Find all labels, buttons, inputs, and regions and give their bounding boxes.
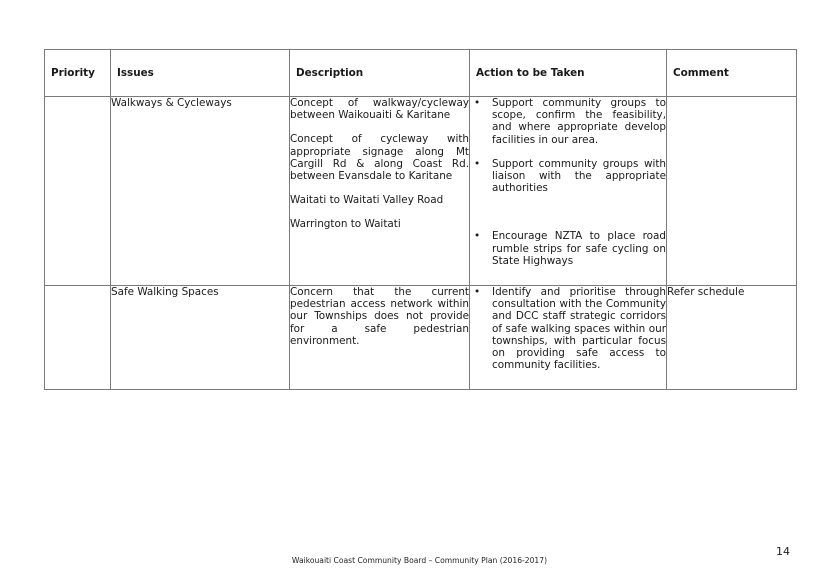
bullet-icon: • <box>474 157 481 170</box>
header-priority: Priority <box>45 50 111 97</box>
action-item <box>470 97 666 146</box>
action-text: Support community groups to scope, confirm the feasibility, and where appropriate develop facilities in our area. <box>492 97 666 146</box>
bullet-icon: • <box>474 97 481 109</box>
action-item <box>470 158 666 195</box>
description-paragraph: Concept of walkway/cycleway between Waikouaiti & Karitane <box>290 97 469 122</box>
action-item <box>470 230 666 267</box>
action-text: Encourage NZTA to place road rumble strips for safe cycling on State Highways <box>492 230 666 267</box>
description-paragraph: Concern that the current pedestrian access network within our Townships does not provide for a safe pedestrian environment. <box>290 286 469 347</box>
action-item <box>470 286 666 371</box>
action-list <box>470 286 666 371</box>
action-text: Support community groups with liaison with the appropriate authorities <box>492 157 666 195</box>
issue-cell: Safe Walking Spaces <box>111 286 290 390</box>
bullet-icon: • <box>474 286 481 298</box>
action-cell <box>470 286 667 390</box>
issue-cell: Walkways & Cycleways <box>111 97 290 286</box>
description-cell <box>290 97 470 286</box>
description-paragraph: Warrington to Waitati <box>290 218 401 231</box>
header-description: Description <box>290 50 470 97</box>
page-number: 14 <box>776 545 790 558</box>
comment-cell <box>667 97 797 286</box>
description-cell <box>290 286 470 390</box>
header-comment: Comment <box>667 50 797 97</box>
header-issues: Issues <box>111 50 290 97</box>
action-list <box>470 97 666 267</box>
page-footer: Waikouaiti Coast Community Board – Community Plan (2016-2017) <box>291 556 548 565</box>
action-cell <box>470 97 667 286</box>
comment-cell: Refer schedule <box>667 286 797 390</box>
bullet-icon: • <box>474 230 481 243</box>
community-plan-table <box>44 49 797 390</box>
table-header-row <box>45 50 797 97</box>
description-paragraph: Waitati to Waitati Valley Road <box>290 194 444 207</box>
priority-cell <box>45 286 111 390</box>
action-text: Identify and prioritise through consultation with the Community and DCC staff strategic corridors of safe walking spaces within our townships, with particular focus on providing safe access to community facilities. <box>492 286 666 372</box>
table-row <box>45 97 797 286</box>
description-paragraph: Concept of cycleway with appropriate signage along Mt Cargill Rd & along Coast Rd. between Evansdale to Karitane <box>290 133 469 183</box>
header-action: Action to be Taken <box>470 50 667 97</box>
priority-cell <box>45 97 111 286</box>
table-row <box>45 286 797 390</box>
